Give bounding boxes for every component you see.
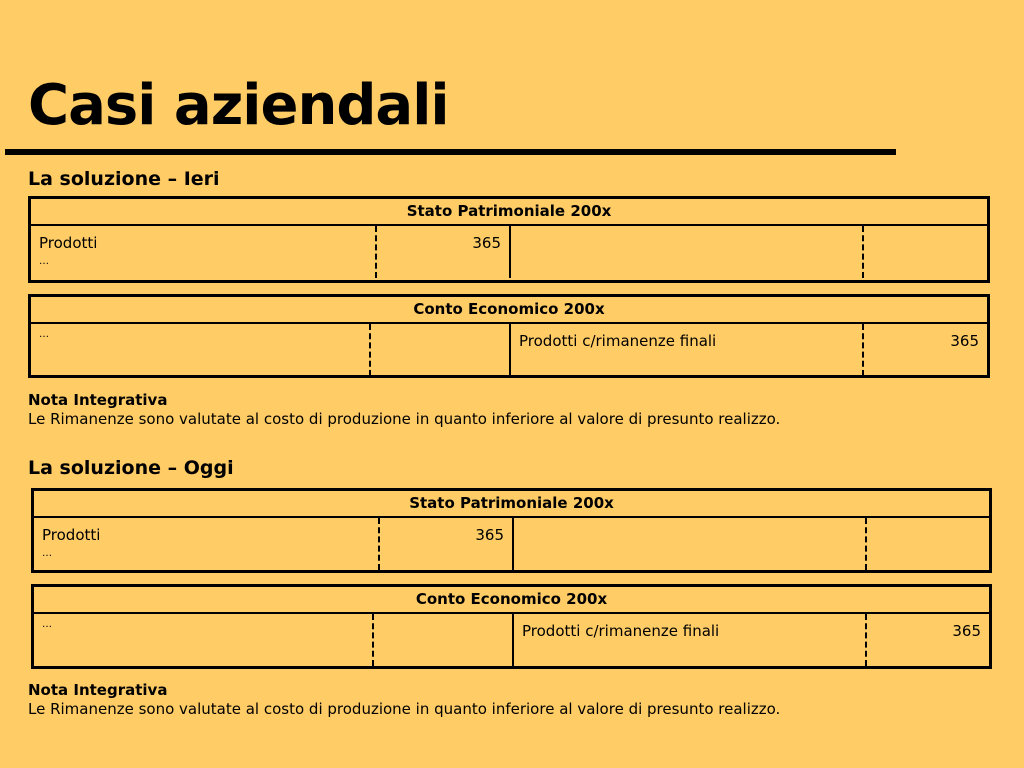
- ce-right-label-cell: [511, 324, 864, 376]
- sp-right-amount-cell: [864, 226, 987, 278]
- ce-left-ellipsis: …: [39, 329, 49, 340]
- sp-left-label: Prodotti: [42, 526, 101, 544]
- ce-left-label-cell: [31, 324, 371, 376]
- nota-integrativa-title: Nota Integrativa: [28, 681, 168, 699]
- ce-left-label-cell: [34, 614, 374, 666]
- ce-right-label-cell: [514, 614, 867, 666]
- ce-right-amount-cell: [864, 324, 987, 376]
- sp-left-amount: 365: [472, 234, 501, 252]
- conto-economico-body: [31, 324, 987, 376]
- sp-left-label-cell: [31, 226, 377, 278]
- conto-economico-body: [34, 614, 989, 666]
- page-title: Casi aziendali: [28, 73, 449, 138]
- sp-left-amount-cell: [377, 226, 511, 278]
- nota-integrativa-oggi: [28, 681, 780, 719]
- sp-left-label: Prodotti: [39, 234, 98, 252]
- nota-integrativa-ieri: [28, 391, 780, 429]
- section-heading-oggi: La soluzione – Oggi: [28, 457, 234, 479]
- ce-right-label: Prodotti c/rimanenze finali: [519, 332, 717, 350]
- conto-economico-table-oggi: [31, 584, 992, 669]
- ce-left-amount-cell: [371, 324, 511, 376]
- stato-patrimoniale-body: [31, 226, 987, 278]
- ce-right-amount: 365: [950, 332, 979, 350]
- ce-left-ellipsis: …: [42, 619, 52, 630]
- title-underline: [5, 149, 896, 155]
- nota-integrativa-title: Nota Integrativa: [28, 391, 168, 409]
- sp-right-amount-cell: [867, 518, 989, 570]
- ce-right-amount-cell: [867, 614, 989, 666]
- stato-patrimoniale-body: [34, 518, 989, 570]
- sp-left-amount-cell: [380, 518, 514, 570]
- ce-left-amount-cell: [374, 614, 514, 666]
- stato-patrimoniale-header: Stato Patrimoniale 200x: [31, 199, 987, 226]
- conto-economico-table-ieri: [28, 294, 990, 378]
- sp-right-label-cell: [514, 518, 867, 570]
- nota-integrativa-text: Le Rimanenze sono valutate al costo di produzione in quanto inferiore al valore di presunto realizzo.: [28, 700, 781, 718]
- section-heading-ieri: La soluzione – Ieri: [28, 168, 220, 190]
- sp-left-ellipsis: …: [42, 548, 52, 559]
- stato-patrimoniale-table-ieri: [28, 196, 990, 283]
- nota-integrativa-text: Le Rimanenze sono valutate al costo di produzione in quanto inferiore al valore di presunto realizzo.: [28, 410, 781, 428]
- sp-left-ellipsis: …: [39, 256, 49, 267]
- conto-economico-header: Conto Economico 200x: [34, 587, 989, 614]
- stato-patrimoniale-header: Stato Patrimoniale 200x: [34, 491, 989, 518]
- sp-left-label-cell: [34, 518, 380, 570]
- sp-left-amount: 365: [475, 526, 504, 544]
- ce-right-amount: 365: [952, 622, 981, 640]
- stato-patrimoniale-table-oggi: [31, 488, 992, 573]
- ce-right-label: Prodotti c/rimanenze finali: [522, 622, 720, 640]
- conto-economico-header: Conto Economico 200x: [31, 297, 987, 324]
- sp-right-label-cell: [511, 226, 864, 278]
